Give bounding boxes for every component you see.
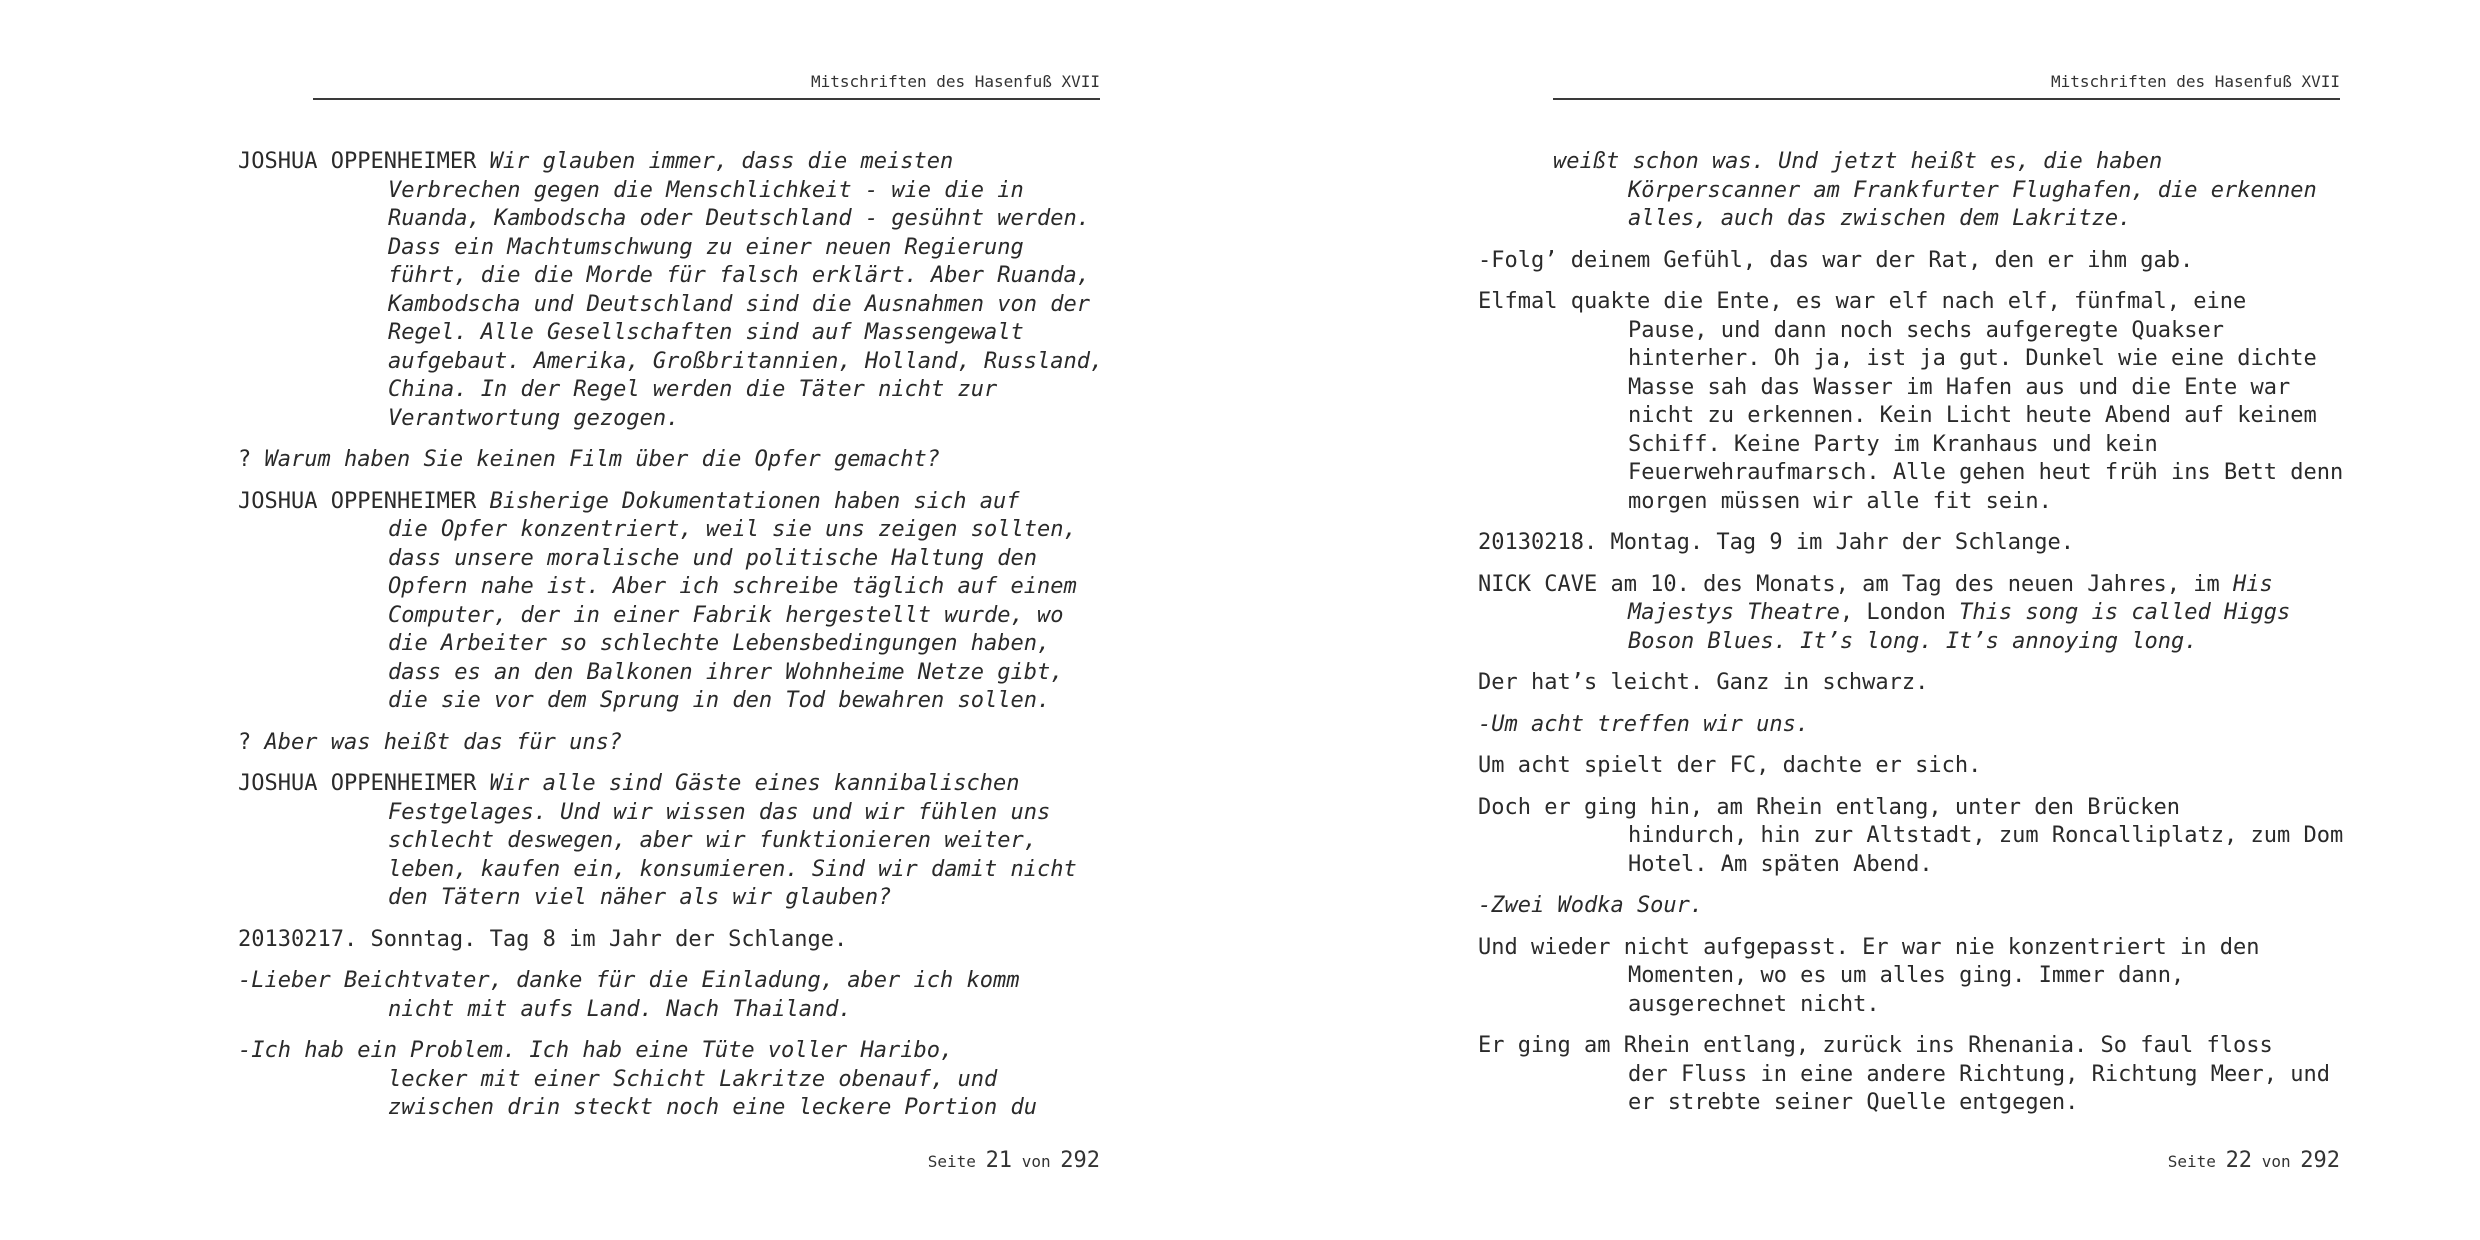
text-run: die Opfer konzentriert, weil sie uns zeigen sollten, bbox=[388, 517, 1077, 542]
paragraph bbox=[238, 967, 1100, 1024]
text-run: Schiff. Keine Party im Kranhaus und kein bbox=[1628, 431, 2158, 457]
text-line bbox=[388, 573, 1100, 602]
text-run: aufgebaut. Amerika, Großbritannien, Holland, Russland, bbox=[388, 348, 1104, 374]
text-line bbox=[1478, 247, 2340, 276]
text-line bbox=[1478, 288, 2340, 317]
text-run: zwischen drin steckt noch eine leckere Portion du bbox=[388, 1095, 1038, 1120]
text-line bbox=[388, 177, 1100, 206]
right-page bbox=[1240, 0, 2480, 1240]
paragraph bbox=[1478, 288, 2344, 516]
text-line bbox=[388, 659, 1100, 688]
page-of-label: von bbox=[1021, 1152, 1051, 1171]
text-line bbox=[388, 1066, 1100, 1095]
text-run: This song is called Higgs bbox=[1959, 600, 2291, 625]
text-line bbox=[388, 319, 1100, 348]
paragraph bbox=[238, 1037, 1100, 1123]
paragraph bbox=[238, 926, 1100, 955]
text-line bbox=[388, 827, 1100, 856]
running-header: Mitschriften des Hasenfuß XVII bbox=[313, 72, 1100, 100]
text-run: Momenten, wo es um alles ging. Immer dann, bbox=[1628, 963, 2185, 988]
text-run: Feuerwehraufmarsch. Alle gehen heut früh ins Bett denn bbox=[1628, 460, 2344, 485]
text-line bbox=[388, 799, 1100, 828]
text-line bbox=[388, 376, 1100, 405]
text-line bbox=[388, 291, 1100, 320]
text-run: Er ging am Rhein entlang, zurück ins Rhenania. So faul floss bbox=[1478, 1033, 2273, 1058]
text-line bbox=[1478, 571, 2340, 600]
text-line bbox=[1628, 851, 2340, 880]
text-line bbox=[238, 446, 1100, 475]
text-line bbox=[388, 996, 1100, 1025]
text-run: Doch er ging hin, am Rhein entlang, unter den Brücken bbox=[1478, 794, 2180, 820]
text-run: alles, auch das zwischen dem Lakritze. bbox=[1628, 206, 2132, 231]
page-footer bbox=[1553, 1148, 2340, 1173]
paragraph bbox=[1478, 571, 2340, 657]
text-line bbox=[1628, 488, 2340, 517]
text-line bbox=[238, 1037, 1100, 1066]
text-run: JOSHUA OPPENHEIMER bbox=[238, 488, 490, 514]
text-run: den Tätern viel näher als wir glauben? bbox=[388, 885, 892, 910]
text-run: Warum haben Sie keinen Film über die Opfer gemacht? bbox=[264, 447, 941, 472]
text-run: Der hat’s leicht. Ganz in schwarz. bbox=[1478, 670, 1929, 695]
text-run: 20130217. Sonntag. Tag 8 im Jahr der Schlange. bbox=[238, 926, 848, 952]
text-line bbox=[1553, 148, 2340, 177]
text-run: Dass ein Machtumschwung zu einer neuen Regierung bbox=[388, 234, 1024, 260]
text-run: Kambodscha und Deutschland sind die Ausnahmen von der bbox=[388, 291, 1090, 317]
paragraph bbox=[1478, 711, 2340, 740]
text-run: -Folg’ deinem Gefühl, das war der Rat, den er ihm gab. bbox=[1478, 247, 2194, 273]
text-line bbox=[1628, 402, 2340, 431]
text-line bbox=[388, 234, 1100, 263]
paragraph bbox=[1478, 794, 2344, 880]
text-run: schlecht deswegen, aber wir funktionieren weiter, bbox=[388, 828, 1038, 853]
text-line bbox=[1628, 317, 2340, 346]
paragraph bbox=[238, 729, 1100, 758]
text-line bbox=[388, 348, 1104, 377]
text-run: Pause, und dann noch sechs aufgeregte Quakser bbox=[1628, 317, 2225, 343]
text-run: Verantwortung gezogen. bbox=[388, 405, 680, 431]
paragraph bbox=[1478, 752, 2340, 781]
paragraph bbox=[238, 446, 1100, 475]
text-run: -Um acht treffen wir uns. bbox=[1478, 711, 1810, 737]
text-run: führt, die die Morde für falsch erklärt. Aber Ruanda, bbox=[388, 263, 1090, 288]
text-line bbox=[388, 205, 1100, 234]
text-run: Wir glauben immer, dass die meisten bbox=[489, 149, 954, 174]
text-run: nicht mit aufs Land. Nach Thailand. bbox=[388, 996, 852, 1022]
text-run: Um acht spielt der FC, dachte er sich. bbox=[1478, 753, 1982, 778]
text-run: die sie vor dem Sprung in den Tod bewahren sollen. bbox=[388, 688, 1051, 713]
text-run: leben, kaufen ein, konsumieren. Sind wir damit nicht bbox=[388, 856, 1077, 882]
text-run: , London bbox=[1839, 600, 1960, 625]
text-line bbox=[1628, 177, 2340, 206]
text-run: -Zwei Wodka Sour. bbox=[1478, 893, 1704, 918]
text-run: Regel. Alle Gesellschaften sind auf Massengewalt bbox=[388, 320, 1024, 345]
text-line bbox=[1628, 962, 2340, 991]
text-line bbox=[238, 967, 1100, 996]
text-run: Ruanda, Kambodscha oder Deutschland - gesühnt werden. bbox=[388, 206, 1090, 231]
paragraph bbox=[1478, 1032, 2340, 1118]
text-run: nicht zu erkennen. Kein Licht heute Abend auf keinem bbox=[1628, 403, 2317, 428]
text-run: Hotel. Am späten Abend. bbox=[1628, 851, 1933, 877]
text-run: JOSHUA OPPENHEIMER bbox=[238, 149, 490, 174]
paragraph bbox=[238, 770, 1100, 913]
text-line bbox=[238, 770, 1100, 799]
text-line bbox=[388, 1094, 1100, 1123]
text-line bbox=[388, 516, 1100, 545]
text-line bbox=[388, 405, 1100, 434]
paragraph bbox=[1478, 892, 2340, 921]
text-run: Wir alle sind Gäste eines kannibalischen bbox=[489, 771, 1020, 796]
text-run: Masse sah das Wasser im Hafen aus und die Ente war bbox=[1628, 374, 2291, 400]
text-run: Verbrechen gegen die Menschlichkeit - wie die in bbox=[388, 177, 1024, 203]
text-run: hinterher. Oh ja, ist ja gut. Dunkel wie eine dichte bbox=[1628, 346, 2317, 371]
paragraph bbox=[1553, 148, 2340, 234]
text-line bbox=[1628, 205, 2340, 234]
text-line bbox=[1478, 934, 2340, 963]
paragraph bbox=[1478, 934, 2340, 1020]
text-line bbox=[388, 262, 1100, 291]
text-line bbox=[1478, 752, 2340, 781]
text-run: er strebte seiner Quelle entgegen. bbox=[1628, 1090, 2079, 1115]
text-line bbox=[388, 630, 1100, 659]
text-line bbox=[1628, 459, 2344, 488]
text-line bbox=[1628, 374, 2340, 403]
text-line bbox=[238, 148, 1100, 177]
text-run: ? bbox=[238, 447, 265, 472]
text-line bbox=[388, 545, 1100, 574]
text-run: China. In der Regel werden die Täter nicht zur bbox=[388, 377, 998, 402]
text-line bbox=[1628, 1089, 2340, 1118]
page-footer bbox=[313, 1148, 1100, 1173]
text-run: Boson Blues. It’s long. It’s annoying long. bbox=[1628, 628, 2198, 654]
text-run: dass es an den Balkonen ihrer Wohnheime Netze gibt, bbox=[388, 659, 1064, 685]
paragraph bbox=[1478, 247, 2340, 276]
text-run: NICK CAVE am 10. des Monats, am Tag des neuen Jahres, im bbox=[1478, 571, 2233, 597]
page-body bbox=[1478, 148, 2344, 1131]
text-run: morgen müssen wir alle fit sein. bbox=[1628, 488, 2052, 514]
text-line bbox=[1628, 822, 2344, 851]
text-run: -Ich hab ein Problem. Ich hab eine Tüte voller Haribo, bbox=[238, 1038, 954, 1063]
text-line bbox=[1628, 628, 2340, 657]
text-line bbox=[238, 926, 1100, 955]
text-run: ausgerechnet nicht. bbox=[1628, 991, 1880, 1017]
page-total: 292 bbox=[1060, 1148, 1100, 1173]
page-label: Seite bbox=[2167, 1152, 2216, 1171]
paragraph bbox=[1478, 669, 2340, 698]
text-run: weißt schon was. Und jetzt heißt es, die haben bbox=[1553, 149, 2163, 174]
paragraph bbox=[1478, 529, 2340, 558]
text-run: dass unsere moralische und politische Haltung den bbox=[388, 545, 1038, 571]
text-line bbox=[1628, 345, 2340, 374]
text-run: Und wieder nicht aufgepasst. Er war nie konzentriert in den bbox=[1478, 934, 2260, 960]
text-run: Computer, der in einer Fabrik hergestellt wurde, wo bbox=[388, 602, 1064, 628]
text-run: die Arbeiter so schlechte Lebensbedingungen haben, bbox=[388, 631, 1051, 656]
page-of-label: von bbox=[2261, 1152, 2291, 1171]
text-run: Elfmal quakte die Ente, es war elf nach elf, fünfmal, eine bbox=[1478, 289, 2247, 314]
text-run: der Fluss in eine andere Richtung, Richtung Meer, und bbox=[1628, 1061, 2330, 1087]
text-line bbox=[1478, 1032, 2340, 1061]
text-run: Bisherige Dokumentationen haben sich auf bbox=[489, 488, 1020, 514]
page-label: Seite bbox=[927, 1152, 976, 1171]
text-run: Aber was heißt das für uns? bbox=[264, 729, 623, 755]
text-line bbox=[1478, 794, 2340, 823]
text-line bbox=[1478, 711, 2340, 740]
text-line bbox=[1628, 599, 2340, 628]
text-run: Majestys Theatre bbox=[1628, 600, 1840, 625]
page-total: 292 bbox=[2300, 1148, 2340, 1173]
paragraph bbox=[238, 148, 1104, 433]
text-line bbox=[1628, 1061, 2340, 1090]
page-body bbox=[238, 148, 1104, 1136]
text-run: 20130218. Montag. Tag 9 im Jahr der Schlange. bbox=[1478, 530, 2075, 555]
text-line bbox=[238, 488, 1100, 517]
text-line bbox=[1478, 529, 2340, 558]
text-line bbox=[238, 729, 1100, 758]
text-run: ? bbox=[238, 729, 265, 755]
text-run: Opfern nahe ist. Aber ich schreibe täglich auf einem bbox=[388, 574, 1077, 599]
page-number: 21 bbox=[985, 1148, 1013, 1173]
text-run: Festgelages. Und wir wissen das und wir fühlen uns bbox=[388, 799, 1051, 825]
text-line bbox=[388, 687, 1100, 716]
paragraph bbox=[238, 488, 1100, 716]
text-line bbox=[1478, 892, 2340, 921]
text-run: hindurch, hin zur Altstadt, zum Roncalliplatz, zum Dom bbox=[1628, 823, 2344, 848]
text-run: -Lieber Beichtvater, danke für die Einladung, aber ich komm bbox=[238, 968, 1020, 993]
text-line bbox=[1628, 991, 2340, 1020]
text-run: Körperscanner am Frankfurter Flughafen, die erkennen bbox=[1628, 177, 2317, 203]
text-run: JOSHUA OPPENHEIMER bbox=[238, 771, 490, 796]
page-number: 22 bbox=[2225, 1148, 2253, 1173]
text-line bbox=[388, 856, 1100, 885]
text-run: His bbox=[2232, 571, 2273, 597]
text-line bbox=[388, 884, 1100, 913]
text-line bbox=[1478, 669, 2340, 698]
text-line bbox=[388, 602, 1100, 631]
text-line bbox=[1628, 431, 2340, 460]
text-run: lecker mit einer Schicht Lakritze obenauf, und bbox=[388, 1066, 998, 1092]
running-header: Mitschriften des Hasenfuß XVII bbox=[1553, 72, 2340, 100]
